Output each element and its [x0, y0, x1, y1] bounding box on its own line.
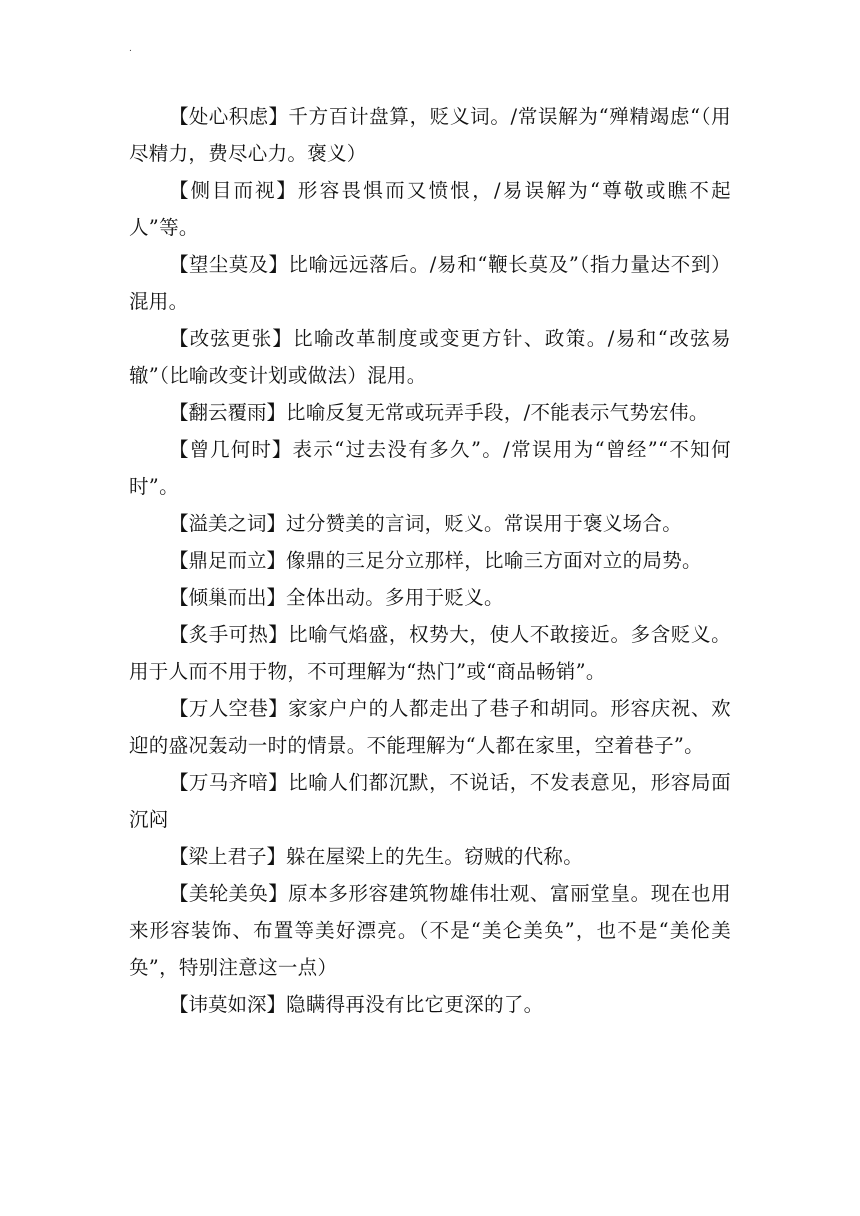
idiom-entry-14	[129, 875, 731, 986]
idiom-explanation: 家家户户的人都走出了巷子和胡同。形容庆祝、欢迎的盛况轰动一时的情景。不能理解为“人都在家里，空着巷子”。	[129, 697, 731, 757]
idiom-term: 【美轮美奂】	[169, 882, 289, 905]
corner-mark: .	[129, 44, 132, 54]
idiom-term: 【万人空巷】	[169, 697, 289, 720]
idiom-entry-2	[129, 172, 731, 246]
idiom-explanation: 隐瞒得再没有比它更深的了。	[286, 993, 544, 1016]
idiom-term: 【翻云覆雨】	[169, 401, 287, 424]
idiom-term: 【望尘莫及】	[169, 253, 289, 276]
idiom-entry-11	[129, 690, 731, 764]
idiom-explanation: 比喻改革制度或变更方针、政策。/易和“改弦易辙”（比喻改变计划或做法）混用。	[129, 327, 731, 387]
idiom-entry-9	[129, 579, 731, 616]
idiom-term: 【讳莫如深】	[169, 993, 287, 1016]
idiom-explanation: 躲在屋梁上的先生。窃贼的代称。	[286, 845, 584, 868]
idiom-explanation: 比喻人们都沉默，不说话，不发表意见，形容局面沉闷	[129, 771, 731, 831]
idiom-entry-15	[129, 986, 731, 1023]
idiom-list	[129, 98, 731, 1023]
idiom-term: 【万马齐喑】	[169, 771, 289, 794]
idiom-explanation: 比喻远远落后。/易和“鞭长莫及”（指力量达不到）混用。	[129, 253, 731, 313]
idiom-explanation: 比喻气焰盛，权势大，使人不敢接近。多含贬义。用于人而不用于物，不可理解为“热门”或“商品畅销”。	[129, 623, 731, 683]
idiom-entry-8	[129, 542, 731, 579]
idiom-term: 【处心积虑】	[169, 105, 289, 128]
idiom-explanation: 原本多形容建筑物雄伟壮观、富丽堂皇。现在也用来形容装饰、布置等美好漂亮。（不是“美仑美奂”，也不是“美伦美奂”，特别注意这一点）	[129, 882, 731, 979]
idiom-entry-7	[129, 505, 731, 542]
idiom-explanation: 千方百计盘算，贬义词。/常误解为“殚精竭虑“（用尽精力，费尽心力。褒义）	[129, 105, 731, 165]
idiom-term: 【梁上君子】	[169, 845, 287, 868]
idiom-entry-1	[129, 98, 731, 172]
idiom-entry-13	[129, 838, 731, 875]
idiom-term: 【溢美之词】	[169, 512, 287, 535]
idiom-entry-12	[129, 764, 731, 838]
idiom-entry-5	[129, 394, 731, 431]
idiom-term: 【侧目而视】	[169, 179, 298, 202]
idiom-term: 【改弦更张】	[169, 327, 294, 350]
idiom-term: 【鼎足而立】	[169, 549, 287, 572]
idiom-entry-10	[129, 616, 731, 690]
idiom-entry-6	[129, 431, 731, 505]
idiom-term: 【曾几何时】	[169, 438, 293, 461]
idiom-explanation: 过分赞美的言词，贬义。常误用于褒义场合。	[286, 512, 683, 535]
idiom-term: 【炙手可热】	[169, 623, 289, 646]
idiom-entry-3	[129, 246, 731, 320]
idiom-explanation: 全体出动。多用于贬义。	[286, 586, 504, 609]
idiom-explanation: 表示“过去没有多久”。/常误用为“曾经”“不知何时”。	[129, 438, 731, 498]
idiom-term: 【倾巢而出】	[169, 586, 287, 609]
idiom-explanation: 像鼎的三足分立那样，比喻三方面对立的局势。	[286, 549, 702, 572]
idiom-explanation: 比喻反复无常或玩弄手段，/不能表示气势宏伟。	[286, 401, 709, 424]
idiom-explanation: 形容畏惧而又愤恨，/易误解为“尊敬或瞧不起人”等。	[129, 179, 731, 239]
idiom-entry-4	[129, 320, 731, 394]
